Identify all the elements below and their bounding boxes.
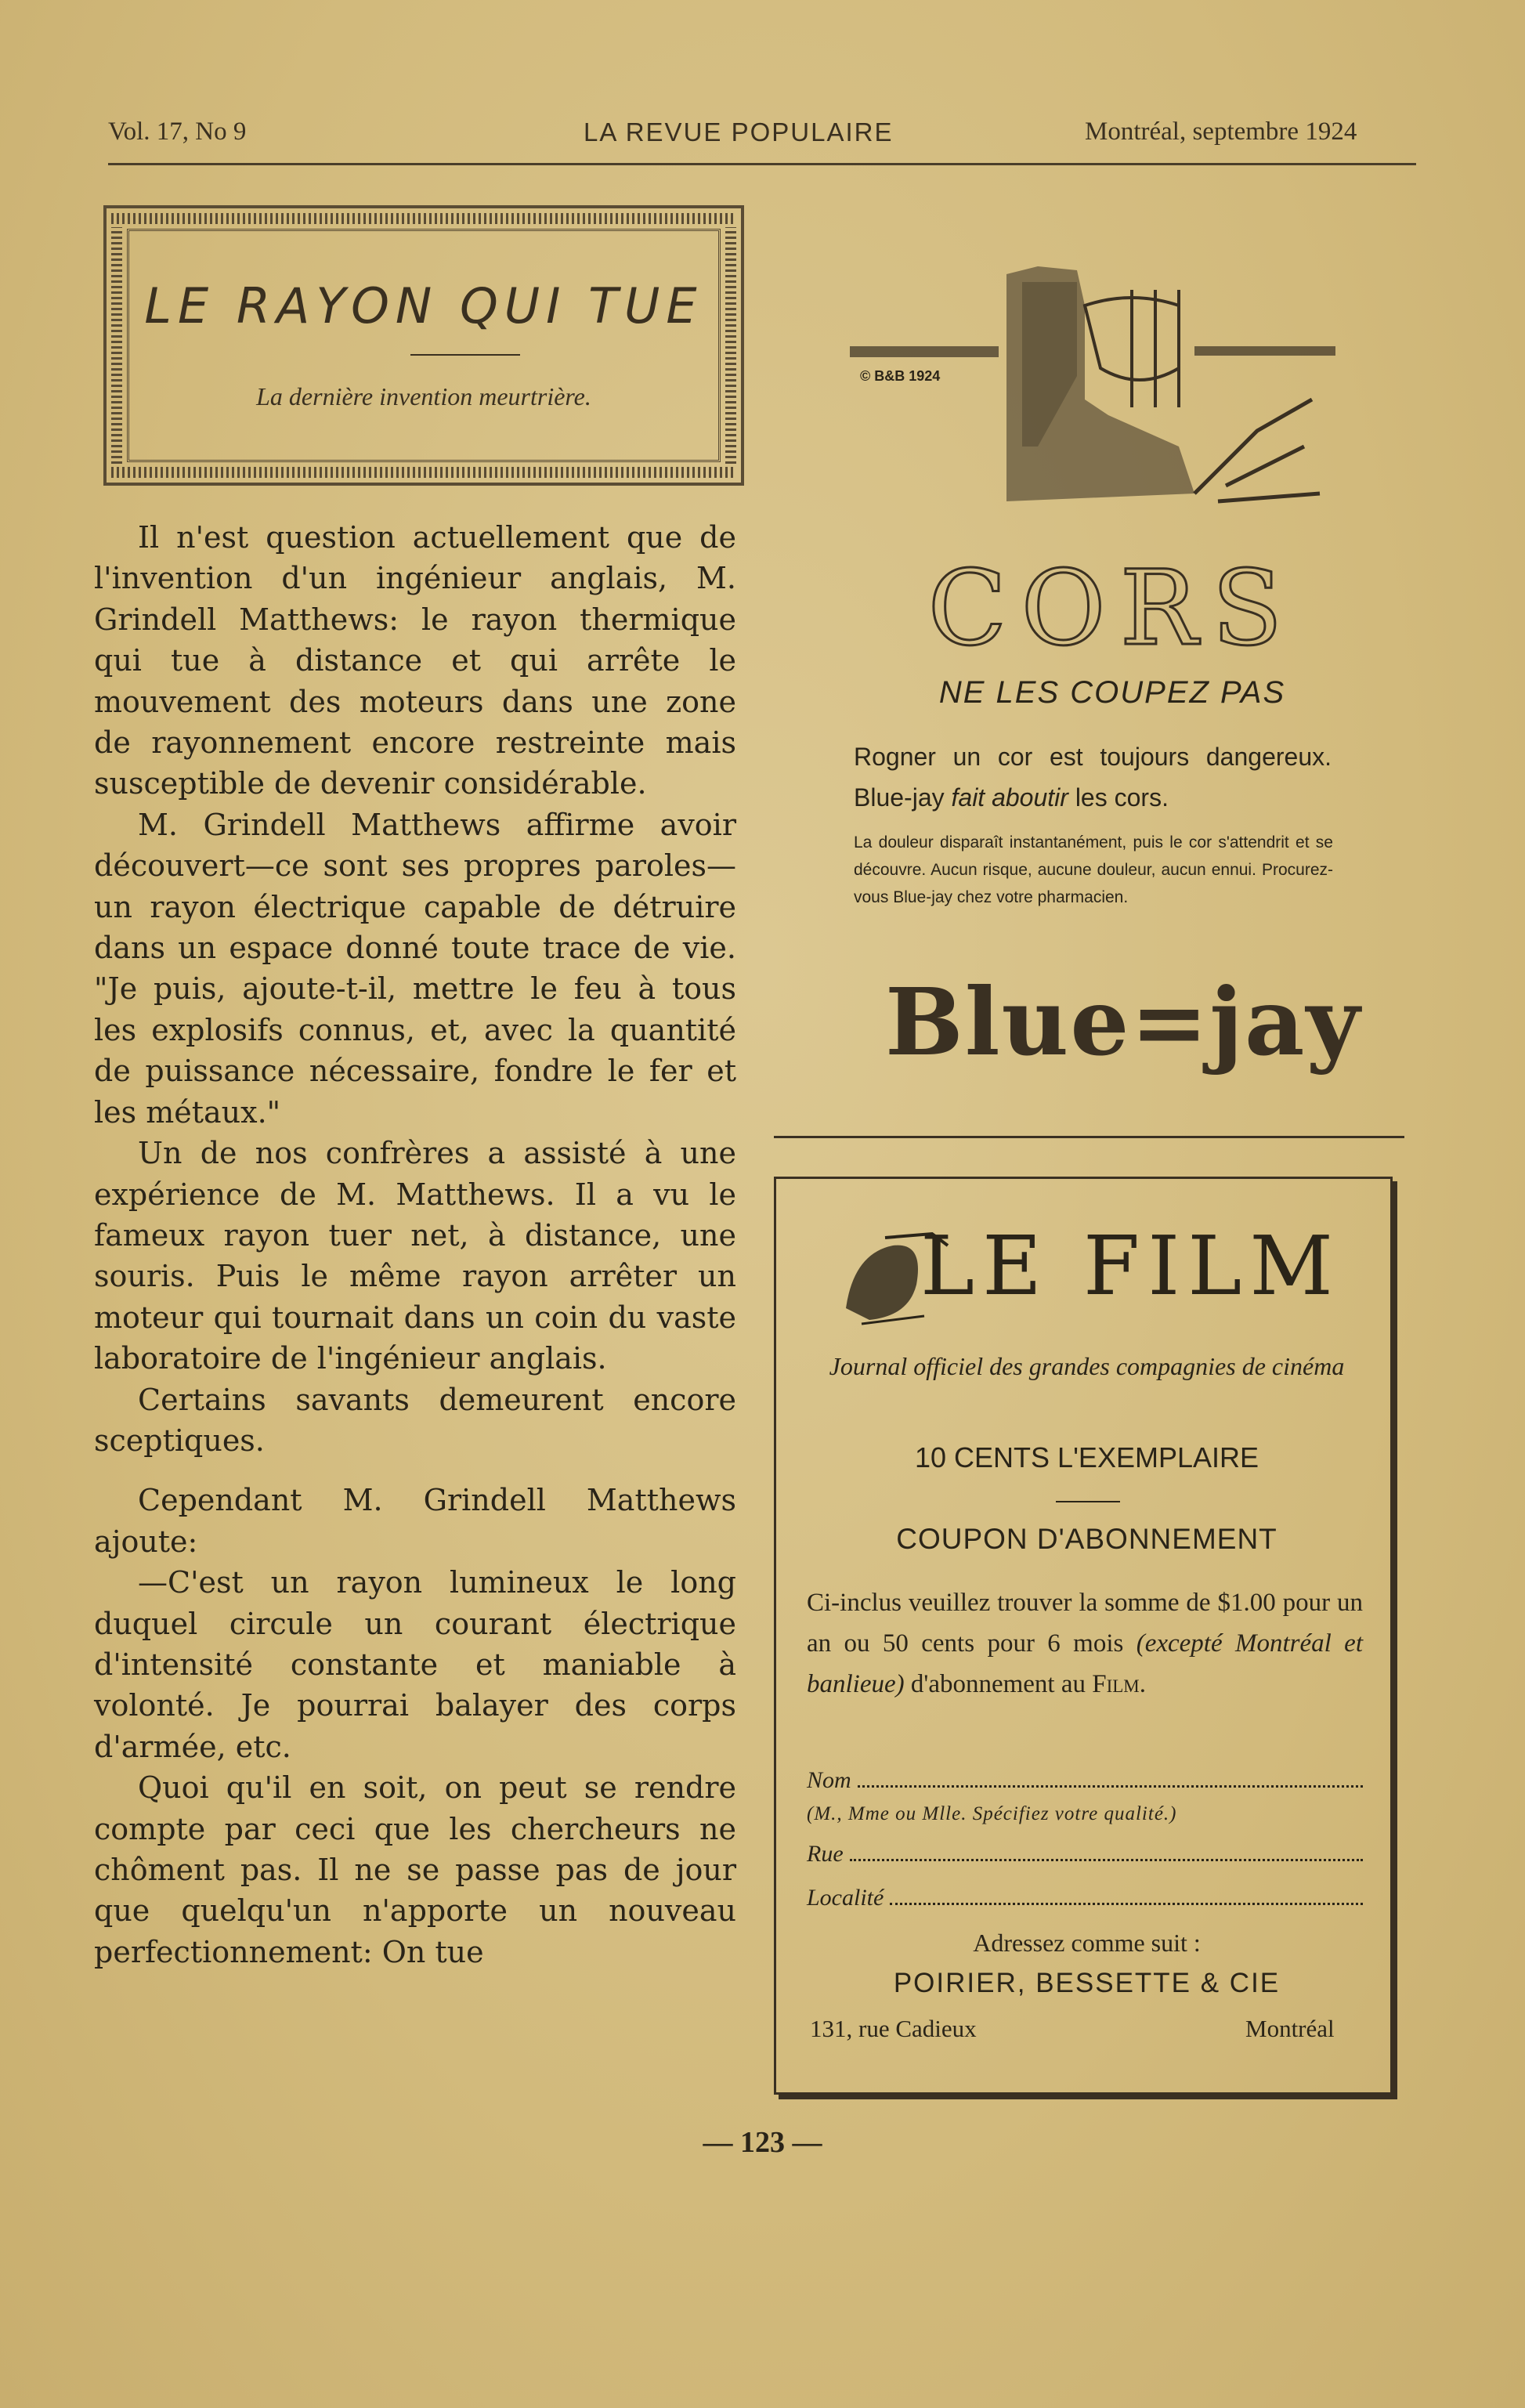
field-localite[interactable] <box>807 1885 1363 1911</box>
article-paragraph: Cependant M. Grindell Matthews ajoute: <box>94 1483 736 1559</box>
page-number: — 123 — <box>703 2126 822 2159</box>
ad-separator-rule <box>774 1136 1404 1138</box>
film-rule <box>1056 1501 1120 1502</box>
cors-fine-print: La douleur disparaît instantanément, puis le cor s'attendrit et se découvre. Aucun risque, aucune douleur, aucun ennui. Procurez-vous Blue-jay chez votre pharmacien. <box>854 833 1333 906</box>
article-paragraph: M. Grindell Matthews affirme avoir découvert—ce sont ses propres paroles—un rayon électrique capable de détruire dans un espace donné toute trace de vie. "Je puis, ajoute-t-il, mettre le feu à tous les explosifs connus, et, avec la quantité de puissance nécessaire, fondre le fer et les métaux." <box>94 807 736 1130</box>
frame-ornament-right <box>725 227 736 464</box>
article-title-frame <box>103 205 744 486</box>
field-note: (M., Mme ou Mlle. Spécifiez votre qualité.) <box>807 1803 1177 1824</box>
field-rue[interactable] <box>807 1841 1363 1867</box>
cors-subheading: NE LES COUPEZ PAS <box>938 675 1286 710</box>
foot-illustration <box>850 259 1335 525</box>
coupon-text-film: Film. <box>1092 1670 1147 1698</box>
header-rule <box>108 163 1416 165</box>
field-nom-label: Nom <box>807 1767 851 1793</box>
field-nom-line[interactable] <box>858 1784 1363 1788</box>
volume-number: Vol. 17, No 9 <box>108 118 247 146</box>
frame-ornament-left <box>111 227 122 464</box>
article-paragraph: —C'est un rayon lumineux le long duquel circule un courant électrique d'intensité constante et maniable à volonté. Je pourrai balayer des corps d'armée, etc. <box>94 1565 736 1764</box>
film-logo: LE FILM <box>920 1218 1341 1314</box>
article-title: LE RAYON QUI TUE <box>144 277 703 334</box>
coupon-text-part: d'abonnement au <box>910 1670 1086 1698</box>
publisher-street: 131, rue Cadieux <box>810 2015 977 2042</box>
address-label: Adressez comme suit : <box>973 1929 1201 1957</box>
copyright-notice: © B&B 1924 <box>860 368 941 384</box>
article-paragraph: Certains savants demeurent encore sceptiques. <box>94 1382 736 1458</box>
article-paragraph: Un de nos confrères a assisté à une expérience de M. Matthews. Il a vu le fameux rayon tuer net, à distance, une souris. Puis le même rayon arrêter un moteur qui tournait dans un coin du vaste laboratoire de l'ingénieur anglais. <box>94 1136 736 1376</box>
cors-lead-text <box>854 736 1332 818</box>
field-rue-line[interactable] <box>850 1858 1363 1861</box>
film-price: 10 CENTS L'EXEMPLAIRE <box>914 1441 1259 1473</box>
magazine-name: LA REVUE POPULAIRE <box>584 118 894 146</box>
cors-heading: CORS <box>927 548 1297 669</box>
article-body <box>94 517 736 1972</box>
coupon-text <box>807 1582 1363 1705</box>
title-rule <box>410 354 520 356</box>
frame-ornament-top <box>111 213 736 224</box>
coupon-heading: COUPON D'ABONNEMENT <box>896 1523 1277 1555</box>
coupon-text-part: Ci-inclus veuillez trouver la somme de $1.00 pour un an ou 50 cents pour 6 mois <box>807 1589 1363 1658</box>
dateline: Montréal, septembre 1924 <box>1085 118 1357 146</box>
article-paragraph: Quoi qu'il en soit, on peut se rendre compte par ceci que les chercheurs ne chôment pas. Il ne se passe pas de jour que quelqu'un n'apporte un nouveau perfectionnement: On tue <box>94 1770 736 1969</box>
bluejay-brand-logo: Blue=jay <box>885 967 1362 1076</box>
article-paragraph: Il n'est question actuellement que de l'invention d'un ingénieur anglais, M. Grindell Matthews: le rayon thermique qui tue à distance et qui arrête le mouvement des moteurs dans une zone de rayonnement encore restreinte mais susceptible de devenir considérable. <box>94 520 736 801</box>
field-localite-label: Localité <box>807 1885 884 1911</box>
cors-lead-part: Rogner un cor est toujours dangereux. Blue-jay <box>854 743 1332 812</box>
field-nom[interactable] <box>807 1767 1363 1794</box>
field-rue-label: Rue <box>807 1841 844 1867</box>
cors-lead-part: les cors. <box>1075 783 1169 812</box>
publisher-name: POIRIER, BESSETTE & CIE <box>893 1968 1281 1998</box>
coupon-text-italic: (excepté Montréal et banlieue) <box>807 1629 1364 1698</box>
field-localite-line[interactable] <box>890 1902 1363 1905</box>
frame-ornament-bottom <box>111 467 736 478</box>
frame-inner-border <box>127 229 721 462</box>
film-tagline: Journal officiel des grandes compagnies de cinéma <box>829 1352 1345 1380</box>
publisher-city: Montréal <box>1245 2015 1335 2042</box>
cors-lead-italic: fait aboutir <box>951 783 1068 812</box>
article-subtitle: La dernière invention meurtrière. <box>256 382 591 410</box>
